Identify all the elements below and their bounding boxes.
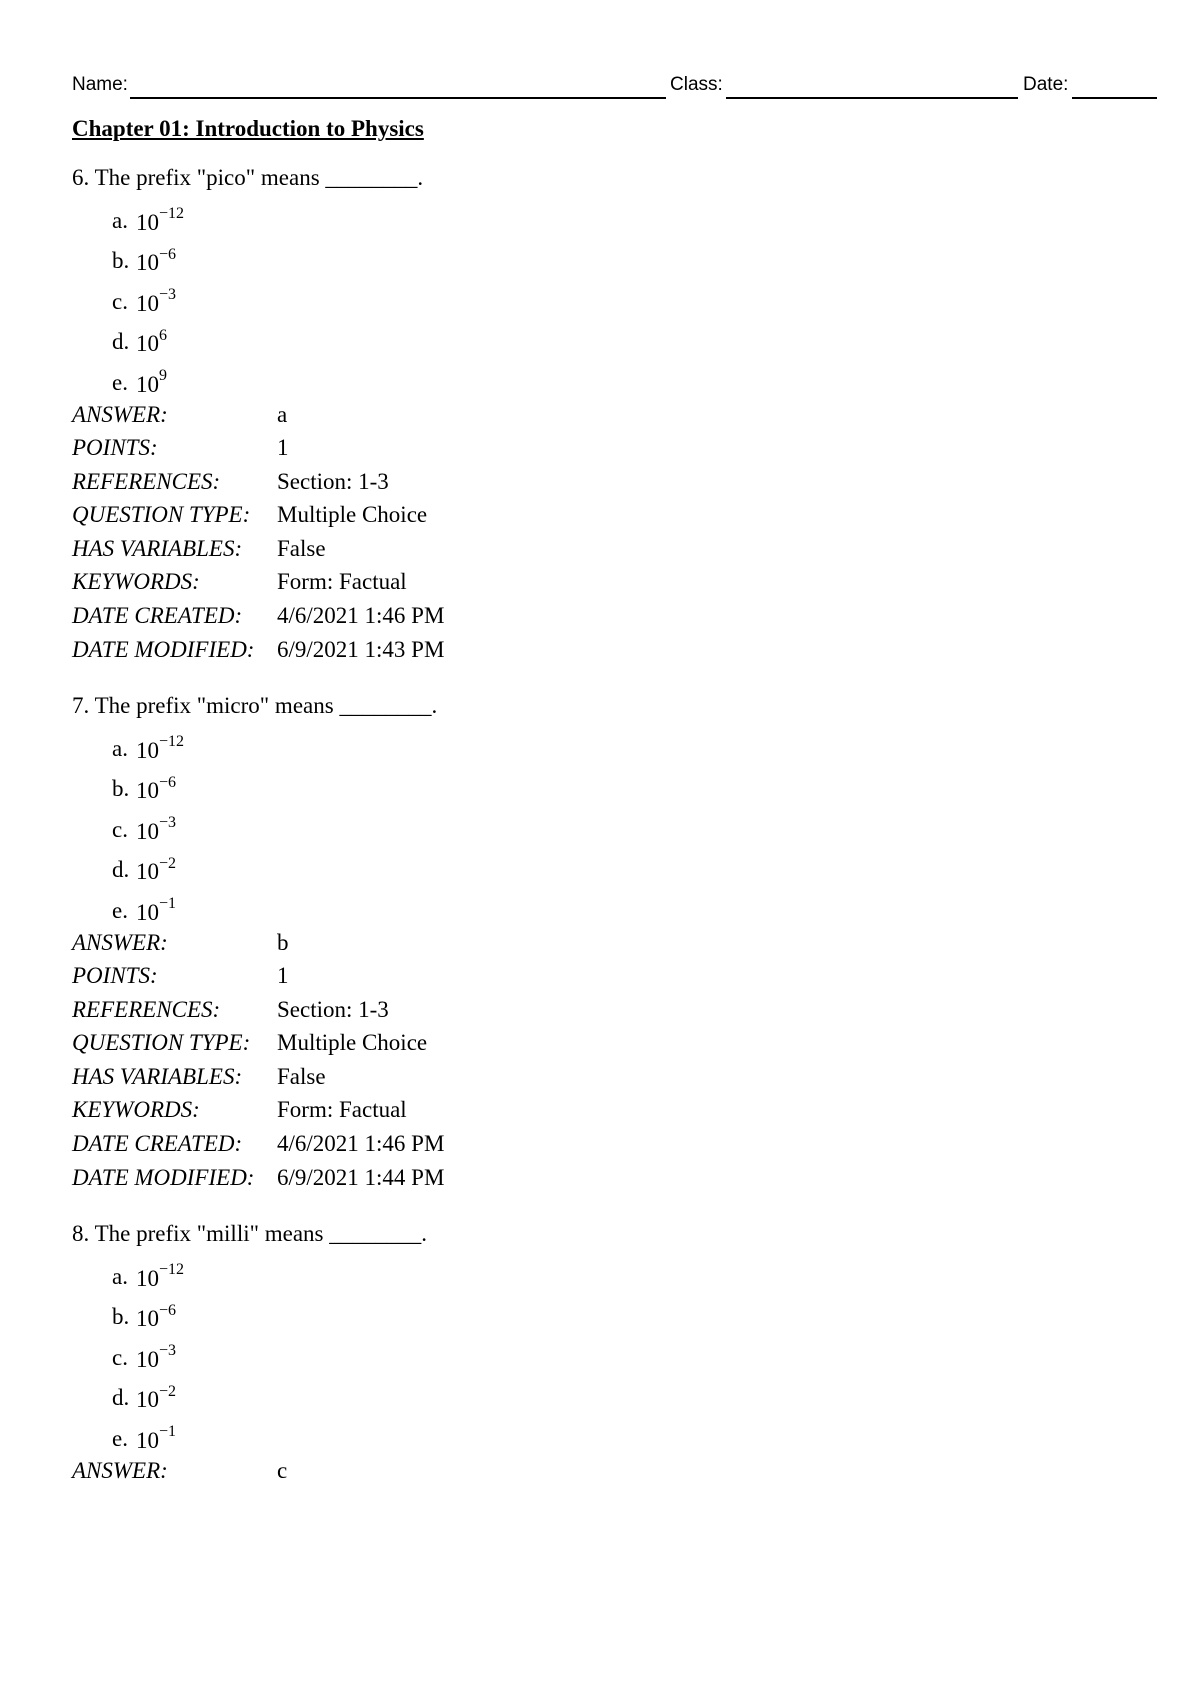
date-created-row xyxy=(72,1127,972,1161)
option-base: 10 xyxy=(136,818,159,844)
date-modified-value: 6/9/2021 1:43 PM xyxy=(277,636,445,662)
keywords-value: Form: Factual xyxy=(277,1097,407,1123)
option-exponent: −1 xyxy=(159,895,177,912)
name-field-line xyxy=(130,97,666,99)
option-base: 10 xyxy=(136,1346,159,1372)
answer-option-a xyxy=(72,195,972,236)
option-base: 10 xyxy=(136,1427,159,1453)
points-row xyxy=(72,431,972,465)
date-created-value: 4/6/2021 1:46 PM xyxy=(277,1131,445,1157)
answer-option-b xyxy=(72,1292,972,1333)
option-exponent: −6 xyxy=(159,773,177,791)
answer-option-c xyxy=(72,276,972,317)
question-stem: 8. The prefix "milli" means ________. xyxy=(72,1221,427,1246)
question-type-value: Multiple Choice xyxy=(277,1030,428,1056)
question-block-6 xyxy=(72,161,972,666)
answer-option-b xyxy=(72,764,972,805)
has-variables-value: False xyxy=(277,1063,326,1089)
option-exponent: −2 xyxy=(159,1382,177,1400)
option-exponent: −3 xyxy=(159,1342,177,1359)
option-exponent: 6 xyxy=(159,326,167,344)
references-row xyxy=(72,993,972,1027)
question-stem: 7. The prefix "micro" means ________. xyxy=(72,693,438,718)
references-value: Section: 1-3 xyxy=(277,996,389,1022)
option-base: 10 xyxy=(136,331,159,357)
option-base: 10 xyxy=(136,1306,159,1332)
answer-row xyxy=(72,1454,972,1488)
date-created-value: 4/6/2021 1:46 PM xyxy=(277,603,445,629)
date-label: Date: xyxy=(1023,74,1069,95)
question-type-label: QUESTION TYPE: xyxy=(72,1030,251,1056)
option-letter: e. xyxy=(112,369,128,395)
option-base: 10 xyxy=(136,899,159,925)
option-letter: c. xyxy=(112,816,128,842)
answer-value: c xyxy=(277,1457,288,1483)
question-type-row xyxy=(72,1026,972,1060)
option-base: 10 xyxy=(136,371,159,397)
option-letter: d. xyxy=(112,329,130,355)
option-letter: e. xyxy=(112,897,128,923)
option-exponent: 9 xyxy=(159,367,167,384)
has-variables-label: HAS VARIABLES: xyxy=(72,1063,243,1089)
points-label: POINTS: xyxy=(72,963,158,989)
answer-option-c xyxy=(72,1332,972,1373)
option-base: 10 xyxy=(136,778,159,804)
has-variables-row xyxy=(72,532,972,566)
keywords-label: KEYWORDS: xyxy=(72,569,200,595)
option-letter: b. xyxy=(112,1304,130,1330)
question-block-7 xyxy=(72,689,972,1194)
class-label: Class: xyxy=(670,74,723,95)
date-modified-row xyxy=(72,1161,972,1195)
date-modified-label: DATE MODIFIED: xyxy=(72,1164,255,1190)
option-exponent: −12 xyxy=(159,1261,185,1278)
date-field-line xyxy=(1072,97,1157,99)
answer-option-c xyxy=(72,804,972,845)
option-letter: e. xyxy=(112,1425,128,1451)
option-exponent: −1 xyxy=(159,1423,177,1440)
option-letter: b. xyxy=(112,776,130,802)
class-field-line xyxy=(726,97,1018,99)
option-letter: b. xyxy=(112,248,130,274)
page-header xyxy=(72,70,1157,102)
keywords-label: KEYWORDS: xyxy=(72,1097,200,1123)
question-type-value: Multiple Choice xyxy=(277,502,428,528)
points-label: POINTS: xyxy=(72,435,158,461)
date-created-label: DATE CREATED: xyxy=(72,1131,243,1157)
answer-option-d xyxy=(72,1373,972,1414)
answer-option-b xyxy=(72,236,972,277)
answer-option-e xyxy=(72,885,972,926)
has-variables-label: HAS VARIABLES: xyxy=(72,535,243,561)
option-letter: a. xyxy=(112,207,128,233)
question-block-8 xyxy=(72,1217,972,1487)
question-stem: 6. The prefix "pico" means ________. xyxy=(72,165,424,190)
option-exponent: −3 xyxy=(159,286,177,303)
option-exponent: −12 xyxy=(159,205,185,222)
answer-value: a xyxy=(277,401,288,427)
option-exponent: −2 xyxy=(159,854,177,872)
option-base: 10 xyxy=(136,737,159,763)
date-modified-value: 6/9/2021 1:44 PM xyxy=(277,1164,445,1190)
date-modified-row xyxy=(72,633,972,667)
references-row xyxy=(72,465,972,499)
answer-value: b xyxy=(277,929,289,955)
option-base: 10 xyxy=(136,250,159,276)
references-label: REFERENCES: xyxy=(72,996,221,1022)
option-exponent: −3 xyxy=(159,814,177,831)
date-created-row xyxy=(72,599,972,633)
option-letter: c. xyxy=(112,1344,128,1370)
date-created-label: DATE CREATED: xyxy=(72,603,243,629)
answer-label: ANSWER: xyxy=(72,1457,168,1483)
option-base: 10 xyxy=(136,1387,159,1413)
answer-label: ANSWER: xyxy=(72,401,168,427)
chapter-title: Chapter 01: Introduction to Physics xyxy=(72,116,424,141)
keywords-value: Form: Factual xyxy=(277,569,407,595)
points-value: 1 xyxy=(277,435,289,461)
has-variables-row xyxy=(72,1060,972,1094)
keywords-row xyxy=(72,565,972,599)
answer-option-d xyxy=(72,317,972,358)
option-base: 10 xyxy=(136,290,159,316)
answer-label: ANSWER: xyxy=(72,929,168,955)
name-label: Name: xyxy=(72,74,128,95)
option-exponent: −6 xyxy=(159,1301,177,1319)
points-row xyxy=(72,959,972,993)
option-letter: d. xyxy=(112,857,130,883)
option-exponent: −12 xyxy=(159,733,185,750)
keywords-row xyxy=(72,1093,972,1127)
answer-option-a xyxy=(72,1251,972,1292)
date-modified-label: DATE MODIFIED: xyxy=(72,636,255,662)
option-base: 10 xyxy=(136,1265,159,1291)
answer-option-e xyxy=(72,1413,972,1454)
option-base: 10 xyxy=(136,209,159,235)
answer-option-d xyxy=(72,845,972,886)
option-letter: c. xyxy=(112,288,128,314)
has-variables-value: False xyxy=(277,535,326,561)
points-value: 1 xyxy=(277,963,289,989)
references-label: REFERENCES: xyxy=(72,468,221,494)
option-letter: a. xyxy=(112,735,128,761)
answer-option-e xyxy=(72,357,972,398)
answer-row xyxy=(72,398,972,432)
option-letter: a. xyxy=(112,1263,128,1289)
option-exponent: −6 xyxy=(159,245,177,263)
answer-option-a xyxy=(72,723,972,764)
answer-row xyxy=(72,926,972,960)
question-type-row xyxy=(72,498,972,532)
option-base: 10 xyxy=(136,859,159,885)
option-letter: d. xyxy=(112,1385,130,1411)
question-type-label: QUESTION TYPE: xyxy=(72,502,251,528)
references-value: Section: 1-3 xyxy=(277,468,389,494)
